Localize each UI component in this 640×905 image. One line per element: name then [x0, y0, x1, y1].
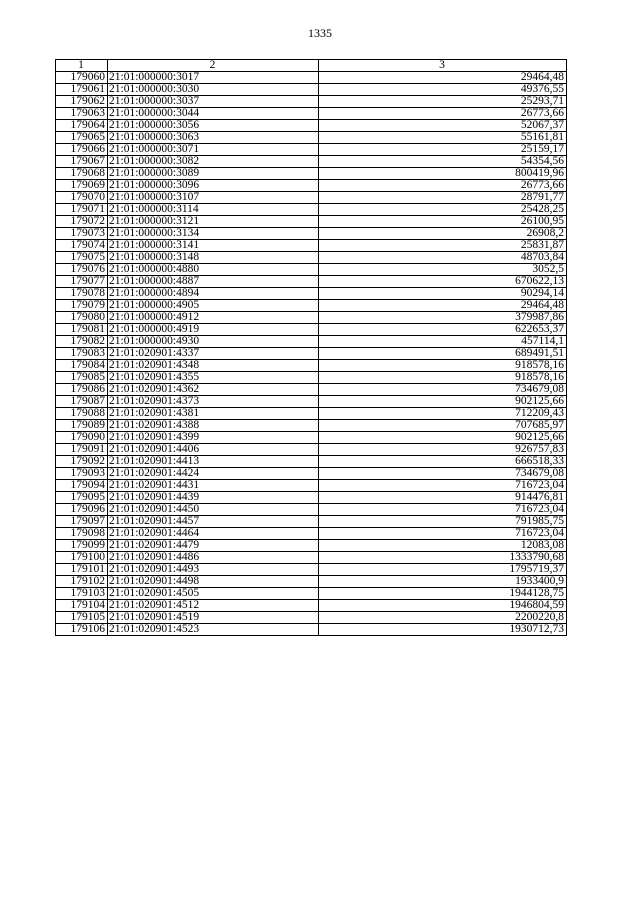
page-number: 1335	[308, 26, 332, 40]
cadastral-number-cell: 21:01:020901:4493	[108, 564, 319, 576]
table-row	[56, 192, 567, 204]
table-row	[56, 84, 567, 96]
cadastral-number-cell: 21:01:000000:4930	[108, 336, 319, 348]
table-row	[56, 216, 567, 228]
row-number-cell: 179064	[56, 120, 108, 132]
value-cell: 29464,48	[319, 300, 567, 312]
table-row	[56, 540, 567, 552]
cadastral-number-cell: 21:01:020901:4505	[108, 588, 319, 600]
row-number-cell: 179094	[56, 480, 108, 492]
cadastral-number-cell: 21:01:020901:4399	[108, 432, 319, 444]
value-cell: 716723,04	[319, 504, 567, 516]
cadastral-number-cell: 21:01:000000:3107	[108, 192, 319, 204]
value-cell: 689491,51	[319, 348, 567, 360]
cadastral-number-cell: 21:01:020901:4464	[108, 528, 319, 540]
column-header-2: 2	[108, 60, 319, 72]
table-row	[56, 420, 567, 432]
cadastral-number-cell: 21:01:020901:4373	[108, 396, 319, 408]
value-cell: 26100,95	[319, 216, 567, 228]
value-cell: 28791,77	[319, 192, 567, 204]
row-number-cell: 179068	[56, 168, 108, 180]
value-cell: 25428,25	[319, 204, 567, 216]
table-header-row	[56, 60, 567, 72]
cadastral-number-cell: 21:01:020901:4498	[108, 576, 319, 588]
cadastral-number-cell: 21:01:000000:4919	[108, 324, 319, 336]
row-number-cell: 179073	[56, 228, 108, 240]
table-row	[56, 480, 567, 492]
value-cell: 25831,87	[319, 240, 567, 252]
value-cell: 2200220,8	[319, 612, 567, 624]
table-row	[56, 240, 567, 252]
cadastral-number-cell: 21:01:020901:4431	[108, 480, 319, 492]
table-row	[56, 276, 567, 288]
value-cell: 26773,66	[319, 180, 567, 192]
value-cell: 716723,04	[319, 528, 567, 540]
value-cell: 12083,08	[319, 540, 567, 552]
table-row	[56, 624, 567, 636]
cadastral-number-cell: 21:01:020901:4388	[108, 420, 319, 432]
row-number-cell: 179087	[56, 396, 108, 408]
table-row	[56, 588, 567, 600]
table-row	[56, 132, 567, 144]
value-cell: 26773,66	[319, 108, 567, 120]
value-cell: 791985,75	[319, 516, 567, 528]
column-header-3: 3	[319, 60, 567, 72]
row-number-cell: 179061	[56, 84, 108, 96]
table-row	[56, 492, 567, 504]
table-row	[56, 120, 567, 132]
table-row	[56, 96, 567, 108]
table-row	[56, 180, 567, 192]
data-table	[55, 59, 567, 636]
cadastral-number-cell: 21:01:000000:4905	[108, 300, 319, 312]
row-number-cell: 179071	[56, 204, 108, 216]
value-cell: 26908,2	[319, 228, 567, 240]
row-number-cell: 179077	[56, 276, 108, 288]
value-cell: 918578,16	[319, 372, 567, 384]
table-row	[56, 312, 567, 324]
row-number-cell: 179066	[56, 144, 108, 156]
row-number-cell: 179097	[56, 516, 108, 528]
value-cell: 734679,08	[319, 384, 567, 396]
cadastral-number-cell: 21:01:000000:3141	[108, 240, 319, 252]
cadastral-number-cell: 21:01:000000:4894	[108, 288, 319, 300]
table-row	[56, 204, 567, 216]
cadastral-number-cell: 21:01:020901:4519	[108, 612, 319, 624]
cadastral-number-cell: 21:01:000000:3148	[108, 252, 319, 264]
table-row	[56, 432, 567, 444]
cadastral-number-cell: 21:01:020901:4381	[108, 408, 319, 420]
row-number-cell: 179105	[56, 612, 108, 624]
table-row	[56, 396, 567, 408]
cadastral-number-cell: 21:01:000000:4880	[108, 264, 319, 276]
table-row	[56, 228, 567, 240]
table-row	[56, 576, 567, 588]
table-row	[56, 372, 567, 384]
value-cell: 49376,55	[319, 84, 567, 96]
row-number-cell: 179074	[56, 240, 108, 252]
cadastral-number-cell: 21:01:020901:4337	[108, 348, 319, 360]
value-cell: 457114,1	[319, 336, 567, 348]
cadastral-number-cell: 21:01:020901:4413	[108, 456, 319, 468]
row-number-cell: 179060	[56, 72, 108, 84]
table-row	[56, 108, 567, 120]
row-number-cell: 179084	[56, 360, 108, 372]
cadastral-number-cell: 21:01:020901:4406	[108, 444, 319, 456]
row-number-cell: 179089	[56, 420, 108, 432]
cadastral-number-cell: 21:01:000000:3056	[108, 120, 319, 132]
cadastral-number-cell: 21:01:000000:3114	[108, 204, 319, 216]
row-number-cell: 179096	[56, 504, 108, 516]
value-cell: 716723,04	[319, 480, 567, 492]
cadastral-number-cell: 21:01:020901:4439	[108, 492, 319, 504]
row-number-cell: 179080	[56, 312, 108, 324]
row-number-cell: 179079	[56, 300, 108, 312]
row-number-cell: 179063	[56, 108, 108, 120]
table-row	[56, 444, 567, 456]
table-row	[56, 360, 567, 372]
value-cell: 90294,14	[319, 288, 567, 300]
cadastral-number-cell: 21:01:000000:3096	[108, 180, 319, 192]
cadastral-number-cell: 21:01:000000:4912	[108, 312, 319, 324]
table-row	[56, 324, 567, 336]
value-cell: 379987,86	[319, 312, 567, 324]
table-row	[56, 156, 567, 168]
value-cell: 670622,13	[319, 276, 567, 288]
row-number-cell: 179102	[56, 576, 108, 588]
row-number-cell: 179075	[56, 252, 108, 264]
row-number-cell: 179090	[56, 432, 108, 444]
value-cell: 666518,33	[319, 456, 567, 468]
cadastral-number-cell: 21:01:000000:3037	[108, 96, 319, 108]
row-number-cell: 179076	[56, 264, 108, 276]
value-cell: 902125,66	[319, 396, 567, 408]
row-number-cell: 179086	[56, 384, 108, 396]
value-cell: 918578,16	[319, 360, 567, 372]
cadastral-number-cell: 21:01:020901:4512	[108, 600, 319, 612]
cadastral-number-cell: 21:01:000000:3030	[108, 84, 319, 96]
value-cell: 1333790,68	[319, 552, 567, 564]
cadastral-number-cell: 21:01:000000:3089	[108, 168, 319, 180]
value-cell: 48703,84	[319, 252, 567, 264]
column-header-1: 1	[56, 60, 108, 72]
table-row	[56, 300, 567, 312]
value-cell: 707685,97	[319, 420, 567, 432]
value-cell: 25293,71	[319, 96, 567, 108]
table-row	[56, 600, 567, 612]
row-number-cell: 179095	[56, 492, 108, 504]
cadastral-number-cell: 21:01:020901:4450	[108, 504, 319, 516]
value-cell: 1933400,9	[319, 576, 567, 588]
cadastral-number-cell: 21:01:020901:4348	[108, 360, 319, 372]
cadastral-number-cell: 21:01:020901:4523	[108, 624, 319, 636]
value-cell: 55161,81	[319, 132, 567, 144]
table-row	[56, 564, 567, 576]
value-cell: 800419,96	[319, 168, 567, 180]
table-row	[56, 348, 567, 360]
row-number-cell: 179098	[56, 528, 108, 540]
row-number-cell: 179106	[56, 624, 108, 636]
table-row	[56, 336, 567, 348]
value-cell: 29464,48	[319, 72, 567, 84]
table-row	[56, 408, 567, 420]
table-row	[56, 456, 567, 468]
row-number-cell: 179072	[56, 216, 108, 228]
row-number-cell: 179092	[56, 456, 108, 468]
cadastral-number-cell: 21:01:000000:3071	[108, 144, 319, 156]
table-row	[56, 288, 567, 300]
table-body	[56, 60, 567, 636]
row-number-cell: 179103	[56, 588, 108, 600]
cadastral-number-cell: 21:01:020901:4424	[108, 468, 319, 480]
value-cell: 1795719,37	[319, 564, 567, 576]
row-number-cell: 179069	[56, 180, 108, 192]
table-row	[56, 552, 567, 564]
table-row	[56, 168, 567, 180]
cadastral-number-cell: 21:01:000000:3063	[108, 132, 319, 144]
row-number-cell: 179101	[56, 564, 108, 576]
cadastral-number-cell: 21:01:020901:4362	[108, 384, 319, 396]
table-row	[56, 528, 567, 540]
value-cell: 926757,83	[319, 444, 567, 456]
row-number-cell: 179104	[56, 600, 108, 612]
value-cell: 52067,37	[319, 120, 567, 132]
row-number-cell: 179083	[56, 348, 108, 360]
table-row	[56, 516, 567, 528]
value-cell: 54354,56	[319, 156, 567, 168]
cadastral-number-cell: 21:01:000000:3082	[108, 156, 319, 168]
value-cell: 622653,37	[319, 324, 567, 336]
row-number-cell: 179081	[56, 324, 108, 336]
table-row	[56, 252, 567, 264]
value-cell: 1946804,59	[319, 600, 567, 612]
value-cell: 902125,66	[319, 432, 567, 444]
row-number-cell: 179067	[56, 156, 108, 168]
row-number-cell: 179099	[56, 540, 108, 552]
value-cell: 25159,17	[319, 144, 567, 156]
table-row	[56, 504, 567, 516]
row-number-cell: 179085	[56, 372, 108, 384]
value-cell: 712209,43	[319, 408, 567, 420]
value-cell: 1930712,73	[319, 624, 567, 636]
value-cell: 3052,5	[319, 264, 567, 276]
cadastral-number-cell: 21:01:000000:3134	[108, 228, 319, 240]
row-number-cell: 179070	[56, 192, 108, 204]
row-number-cell: 179093	[56, 468, 108, 480]
row-number-cell: 179082	[56, 336, 108, 348]
table-row	[56, 72, 567, 84]
table-row	[56, 384, 567, 396]
cadastral-number-cell: 21:01:020901:4355	[108, 372, 319, 384]
table-row	[56, 468, 567, 480]
cadastral-number-cell: 21:01:020901:4479	[108, 540, 319, 552]
cadastral-number-cell: 21:01:020901:4457	[108, 516, 319, 528]
cadastral-number-cell: 21:01:000000:3017	[108, 72, 319, 84]
table-row	[56, 144, 567, 156]
table-row	[56, 612, 567, 624]
value-cell: 914476,81	[319, 492, 567, 504]
row-number-cell: 179091	[56, 444, 108, 456]
table-row	[56, 264, 567, 276]
value-cell: 734679,08	[319, 468, 567, 480]
row-number-cell: 179100	[56, 552, 108, 564]
cadastral-number-cell: 21:01:000000:3044	[108, 108, 319, 120]
cadastral-number-cell: 21:01:000000:3121	[108, 216, 319, 228]
row-number-cell: 179062	[56, 96, 108, 108]
cadastral-number-cell: 21:01:020901:4486	[108, 552, 319, 564]
cadastral-number-cell: 21:01:000000:4887	[108, 276, 319, 288]
row-number-cell: 179078	[56, 288, 108, 300]
row-number-cell: 179065	[56, 132, 108, 144]
row-number-cell: 179088	[56, 408, 108, 420]
value-cell: 1944128,75	[319, 588, 567, 600]
